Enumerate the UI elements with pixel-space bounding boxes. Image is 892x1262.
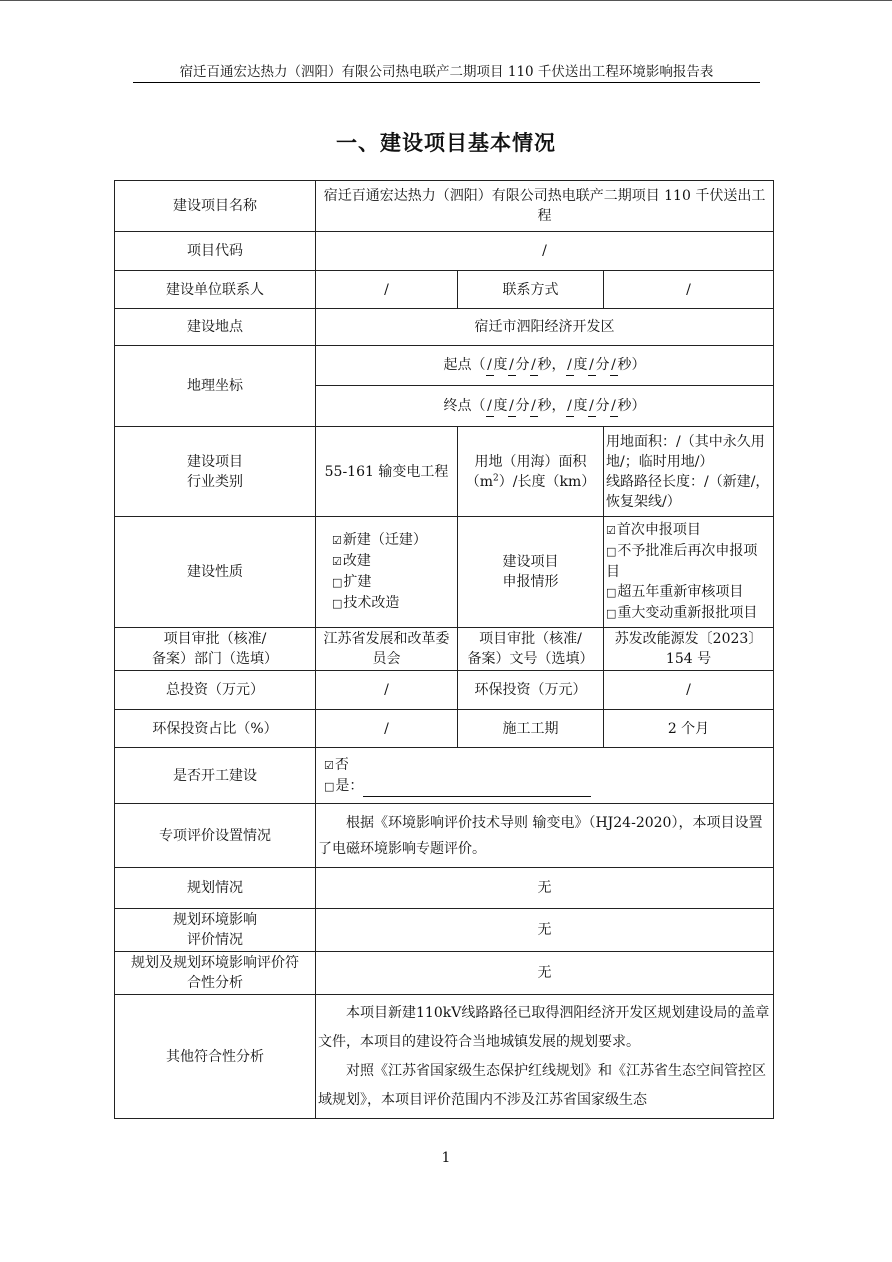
checkbox-icon: □: [332, 597, 343, 610]
project-name-value: 宿迁百通宏达热力（泗阳）有限公司热电联产二期项目 110 千伏送出工程: [316, 181, 774, 232]
contact-label: 建设单位联系人: [115, 271, 316, 309]
industry-label: 建设项目 行业类别: [115, 427, 316, 517]
nature-option[interactable]: □技术改造: [332, 595, 400, 611]
location-value: 宿迁市泗阳经济开发区: [316, 309, 774, 346]
nature-label: 建设性质: [115, 517, 316, 628]
project-info-table: [114, 180, 774, 1119]
project-code-value: /: [316, 232, 774, 271]
started-options: [316, 748, 774, 804]
top-border: [0, 0, 892, 1]
row-investment: [115, 671, 774, 710]
nature-option[interactable]: ☑改建: [332, 553, 371, 569]
area-label: 用地（用海）面积 $(m^2)/$长度（km）: [458, 427, 604, 517]
page-number: 1: [441, 1150, 451, 1166]
env-ratio-label: 环保投资占比（%）: [115, 710, 316, 748]
started-option-no[interactable]: ☑否: [324, 756, 349, 773]
nature-option[interactable]: ☑新建（迁建）: [332, 532, 427, 548]
filing-options: [604, 517, 774, 628]
section-title: 一、建设项目基本情况: [336, 131, 556, 155]
row-approval: [115, 628, 774, 671]
checkbox-icon: ☑: [332, 534, 342, 547]
filing-option[interactable]: □不予批准后再次申报项目: [606, 543, 758, 580]
checkbox-icon: ☑: [324, 758, 334, 772]
env-invest-value: /: [604, 671, 774, 710]
env-invest-label: 环保投资（万元）: [458, 671, 604, 710]
phone-value: /: [604, 271, 774, 309]
row-location: [115, 309, 774, 346]
checkbox-icon: ☑: [332, 555, 342, 568]
coord-end: 终点（ / 度 / 分 / 秒， / 度 / 分 / 秒）: [316, 386, 774, 427]
compliance-label: 规划及规划环境影响评价符 合性分析: [115, 952, 316, 995]
filing-option[interactable]: □超五年重新审核项目: [606, 584, 744, 600]
other-label: 其他符合性分析: [115, 995, 316, 1119]
project-code-label: 项目代码: [115, 232, 316, 271]
started-option-yes[interactable]: □是：: [324, 776, 771, 797]
row-contact: [115, 271, 774, 309]
row-plan-eia: [115, 909, 774, 952]
location-label: 建设地点: [115, 309, 316, 346]
period-label: 施工工期: [458, 710, 604, 748]
started-blank-line: [363, 782, 591, 797]
other-paragraph-1: 本项目新建110kV线路路径已取得泗阳经济开发区规划建设局的盖章文件，本项目的建设符合当地城镇发展的规划要求。: [318, 1004, 770, 1050]
row-project-name: [115, 181, 774, 232]
filing-option[interactable]: □重大变动重新报批项目: [606, 605, 758, 621]
row-industry: [115, 427, 774, 517]
plan-label: 规划情况: [115, 868, 316, 909]
row-coord-start: [115, 346, 774, 386]
approval-dept-label: 项目审批（核准/ 备案）部门（选填）: [115, 628, 316, 671]
checkbox-icon: □: [606, 545, 617, 558]
nature-option[interactable]: □扩建: [332, 574, 372, 590]
row-started: [115, 748, 774, 804]
checkbox-icon: ☑: [606, 524, 616, 537]
period-value: 2 个月: [604, 710, 774, 748]
row-special: [115, 804, 774, 868]
other-value: [316, 995, 774, 1119]
industry-value: 55-161 输变电工程: [316, 427, 458, 517]
running-header: 宿迁百通宏达热力（泗阳）有限公司热电联产二期项目 110 千伏送出工程环境影响报告表: [179, 64, 714, 80]
area-value: 用地面积：/（其中永久用地/；临时用地/） 线路路径长度：/（新建/，恢复架线/）: [604, 427, 774, 517]
plan-eia-label: 规划环境影响 评价情况: [115, 909, 316, 952]
row-nature: [115, 517, 774, 628]
approval-dept-value: 江苏省发展和改革委员会: [316, 628, 458, 671]
invest-label: 总投资（万元）: [115, 671, 316, 710]
contact-value: /: [316, 271, 458, 309]
special-label: 专项评价设置情况: [115, 804, 316, 868]
compliance-value: 无: [316, 952, 774, 995]
filing-option[interactable]: ☑首次申报项目: [606, 522, 701, 538]
phone-label: 联系方式: [458, 271, 604, 309]
special-value: 根据《环境影响评价技术导则 输变电》（HJ24-2020），本项目设置了电磁环境影响专题评价。: [316, 804, 774, 868]
started-label: 是否开工建设: [115, 748, 316, 804]
checkbox-icon: □: [606, 607, 617, 620]
row-env-ratio: [115, 710, 774, 748]
coord-label: 地理坐标: [115, 346, 316, 427]
checkbox-icon: □: [332, 576, 343, 589]
plan-eia-value: 无: [316, 909, 774, 952]
approval-doc-label: 项目审批（核准/ 备案）文号（选填）: [458, 628, 604, 671]
invest-value: /: [316, 671, 458, 710]
checkbox-icon: □: [324, 779, 335, 793]
row-other: [115, 995, 774, 1119]
row-plan: [115, 868, 774, 909]
row-compliance: [115, 952, 774, 995]
nature-options: [316, 517, 458, 628]
header-rule: [133, 82, 760, 83]
checkbox-icon: □: [606, 586, 617, 599]
env-ratio-value: /: [316, 710, 458, 748]
coord-start: 起点（ / 度 / 分 / 秒， / 度 / 分 / 秒）: [316, 346, 774, 386]
plan-value: 无: [316, 868, 774, 909]
other-paragraph-2: 对照《江苏省国家级生态保护红线规划》和《江苏省生态空间管控区域规划》，本项目评价范围内不涉及江苏省国家级生态: [318, 1062, 766, 1108]
row-project-code: [115, 232, 774, 271]
approval-doc-value: 苏发改能源发〔2023〕 154 号: [604, 628, 774, 671]
filing-label: 建设项目 申报情形: [458, 517, 604, 628]
project-name-label: 建设项目名称: [115, 181, 316, 232]
